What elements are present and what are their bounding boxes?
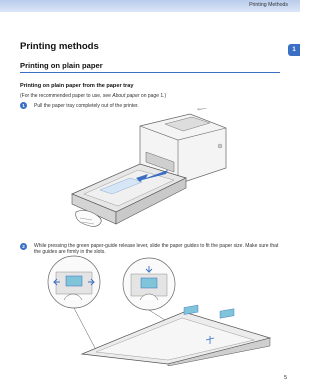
running-header: Printing Methods	[249, 2, 288, 8]
about-paper-link[interactable]: About paper	[112, 93, 140, 99]
step-1-text: Pull the paper tray completely out of the printer.	[34, 103, 139, 109]
reference-note: (For the recommended paper to use, see About paper on page 1.)	[20, 93, 167, 99]
printer-tray-illustration	[70, 108, 230, 240]
chapter-tab: 1	[288, 44, 300, 56]
step-2-number: 2	[20, 243, 27, 250]
page-title: Printing methods	[20, 41, 99, 52]
paper-guides-illustration	[34, 254, 284, 366]
step-2-text: While pressing the green paper-guide release lever, slide the paper guides to fit the paper size. Make sure that the guides are firmly in the slots.	[34, 243, 279, 256]
subtitle-rule	[20, 72, 280, 73]
step-1-number: 1	[20, 102, 27, 109]
page-number: 5	[284, 375, 287, 381]
procedure-heading: Printing on plain paper from the paper tray	[20, 83, 134, 89]
section-subtitle: Printing on plain paper	[20, 61, 103, 70]
